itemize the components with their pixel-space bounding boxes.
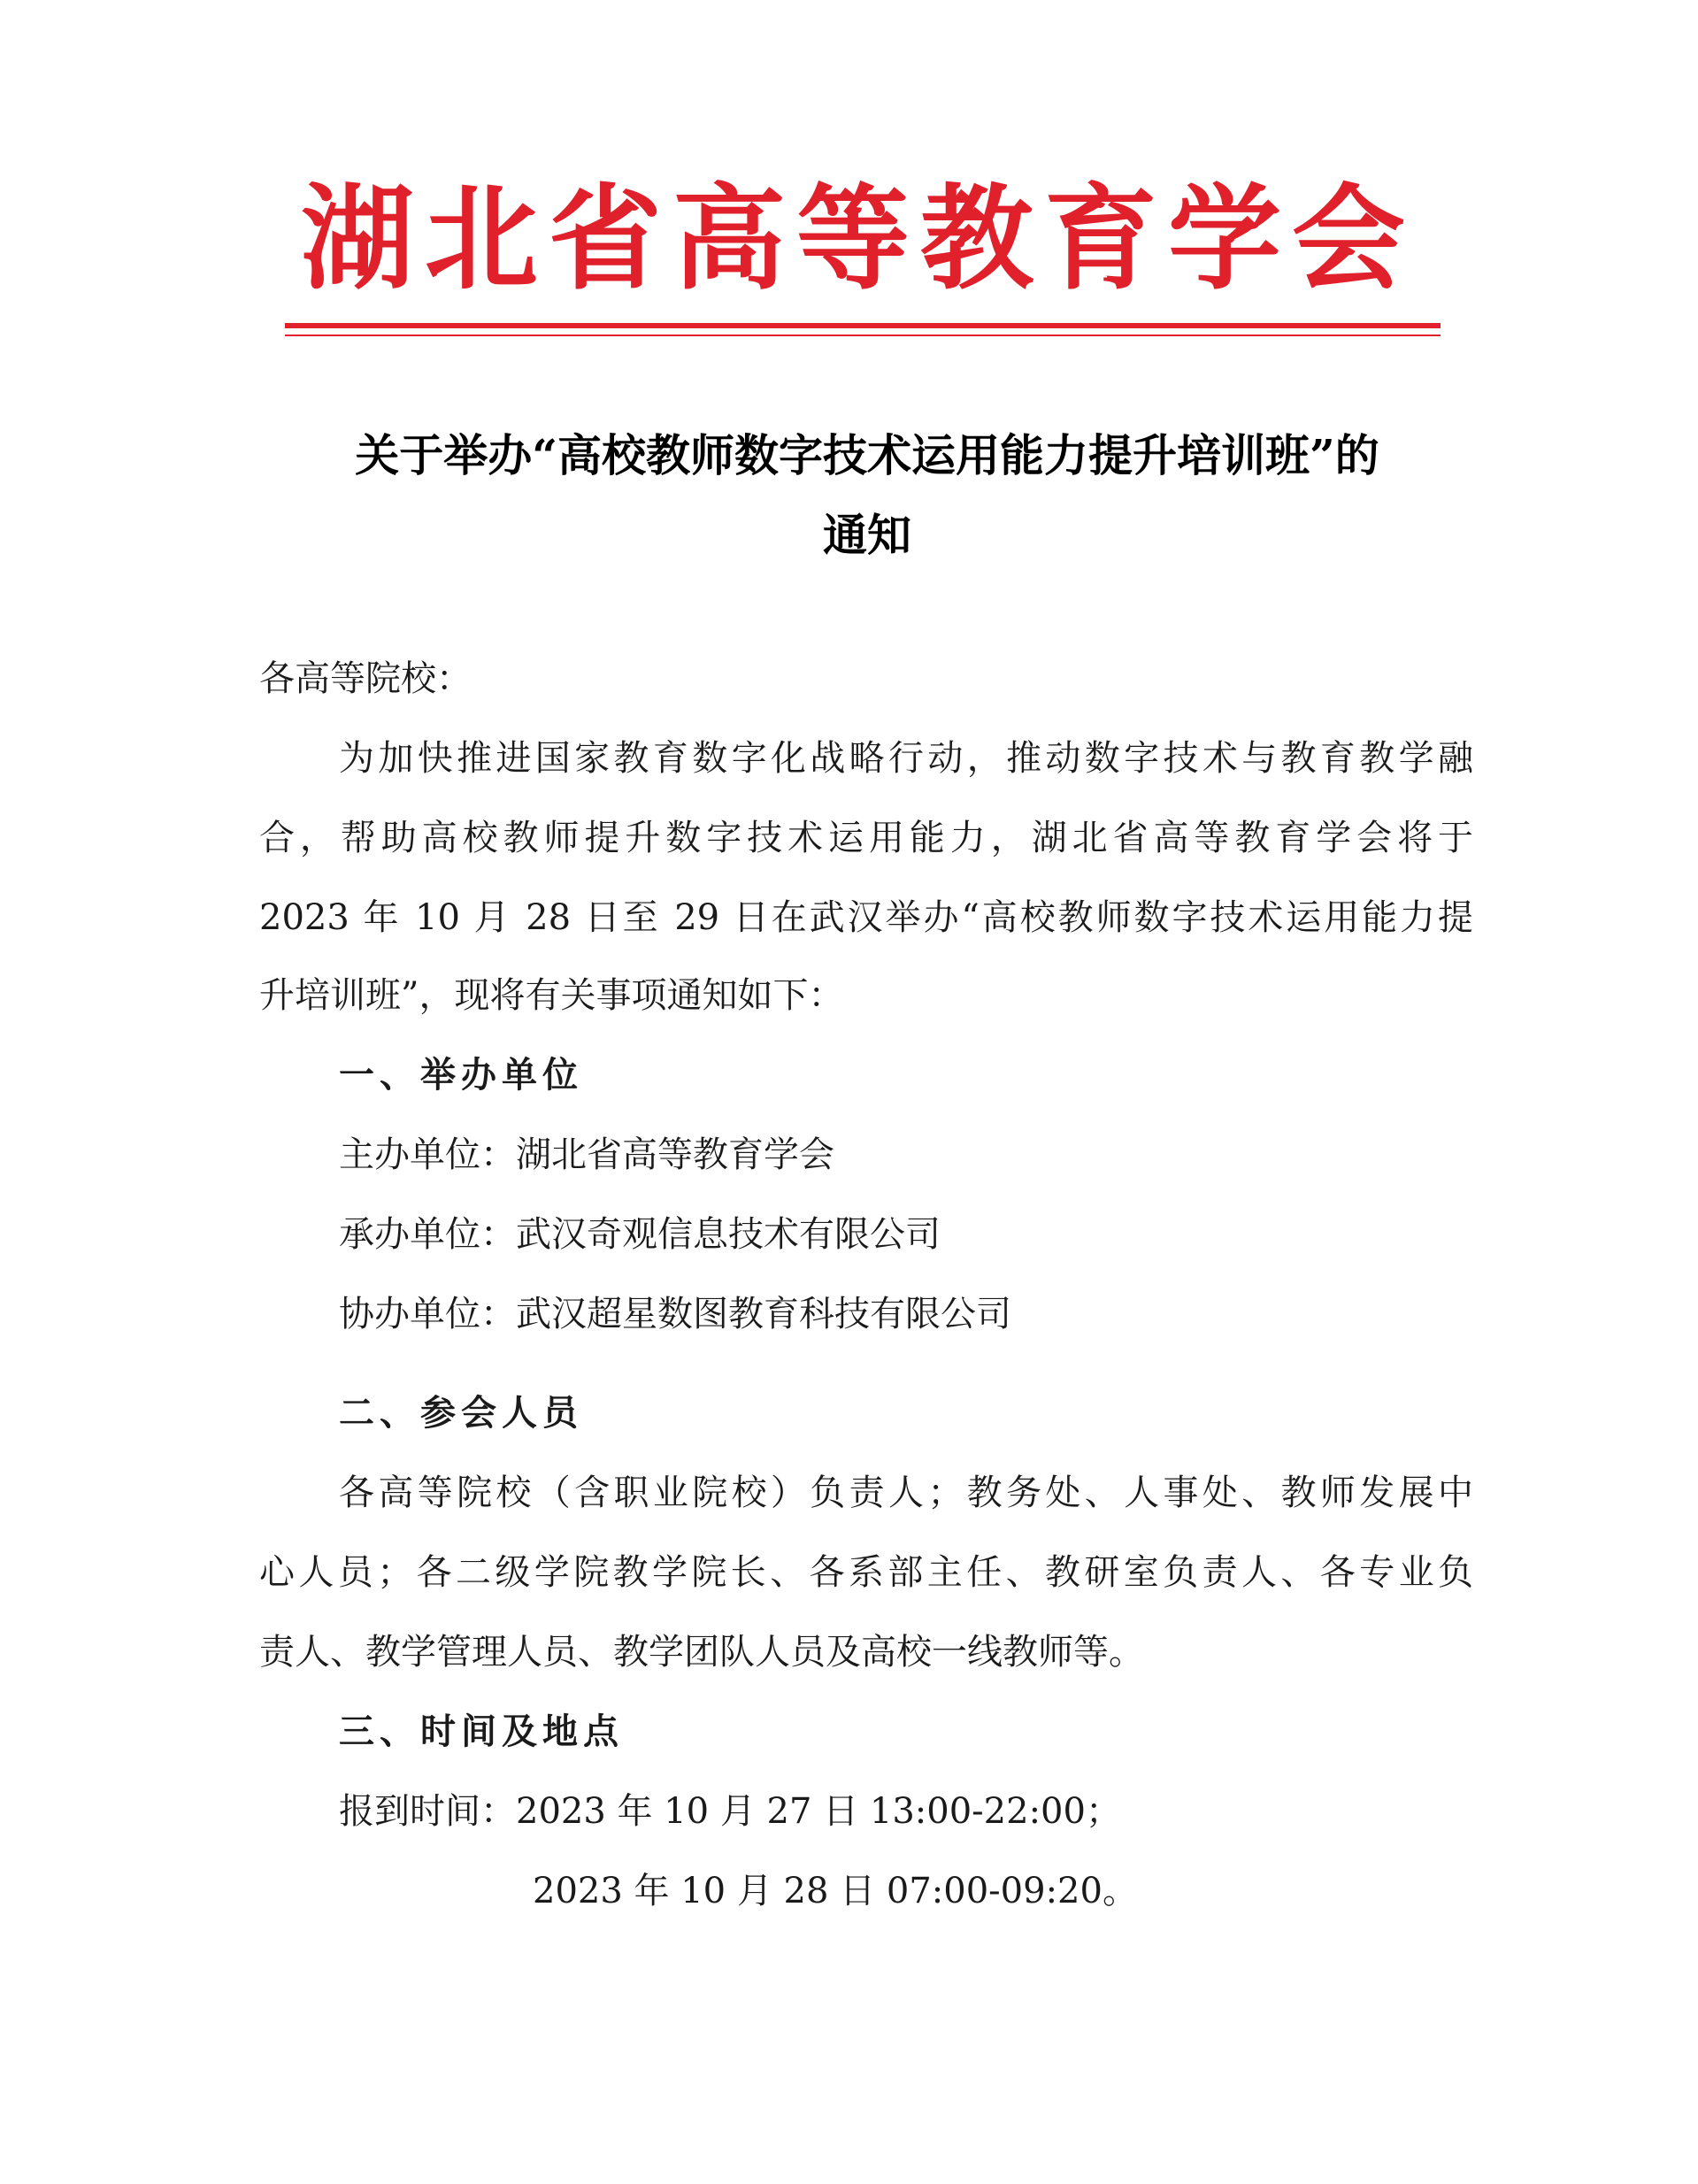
intro-line-1: 为加快推进国家教育数字化战略行动，推动数字技术与教育教学融 (339, 738, 1473, 779)
intro-line-3: 2023 年 10 月 28 日至 29 日在武汉举办“高校教师数字技术运用能力提 (259, 897, 1473, 938)
host-unit: 主办单位：湖北省高等教育学会 (339, 1134, 834, 1175)
checkin-time-line-1: 报到时间：2023 年 10 月 27 日 13:00-22:00； (339, 1791, 1121, 1832)
notice-title-line-2: 通知 (823, 509, 911, 561)
intro-line-2: 合，帮助高校教师提升数字技术运用能力，湖北省高等教育学会将于 (259, 818, 1473, 858)
masthead-title: 湖北省高等教育学会 (300, 173, 1416, 305)
participants-line-1: 各高等院校（含职业院校）负责人；教务处、人事处、教师发展中 (339, 1473, 1473, 1513)
salutation: 各高等院校： (259, 658, 472, 699)
section-1-heading: 一、举办单位 (339, 1055, 583, 1096)
participants-line-2: 心人员；各二级学院教学院长、各系部主任、教研室负责人、各专业负 (259, 1552, 1473, 1593)
section-2-heading: 二、参会人员 (339, 1393, 583, 1434)
masthead-rule-thin (285, 335, 1441, 336)
masthead-rule-thick (285, 323, 1441, 328)
checkin-time-line-2: 2023 年 10 月 28 日 07:00-09:20。 (533, 1871, 1138, 1911)
notice-title-line-1: 关于举办“高校教师数字技术运用能力提升培训班”的 (355, 429, 1379, 481)
participants-line-3: 责人、教学管理人员、教学团队人员及高校一线教师等。 (259, 1632, 1144, 1673)
section-3-heading: 三、时间及地点 (339, 1711, 624, 1752)
organizer-unit: 承办单位：武汉奇观信息技术有限公司 (339, 1214, 941, 1255)
intro-line-4: 升培训班”，现将有关事项通知如下： (259, 975, 844, 1016)
co-organizer-unit: 协办单位：武汉超星数图教育科技有限公司 (339, 1294, 1011, 1334)
